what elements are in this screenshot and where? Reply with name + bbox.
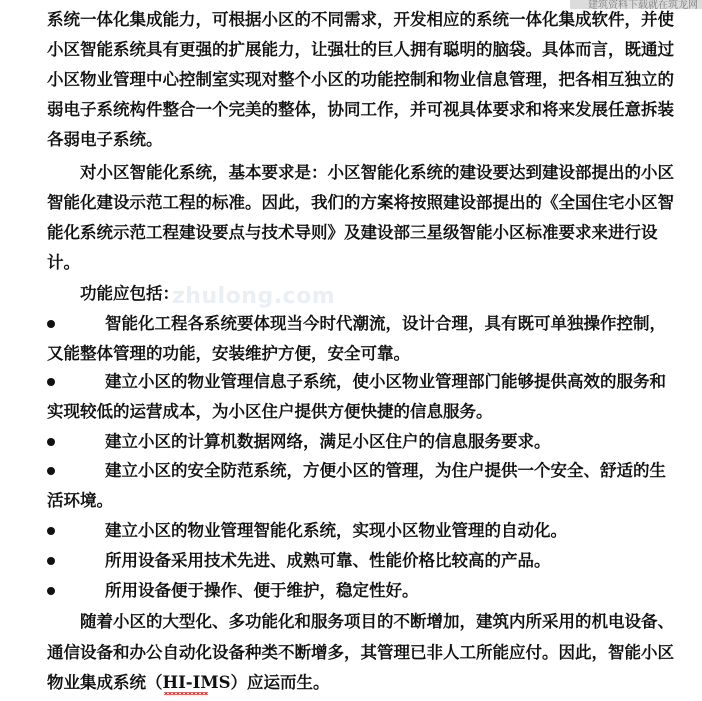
paragraph1-line-1: 系统一体化集成能力，可根据小区的不同需求，开发相应的系统一体化集成软件，并使 xyxy=(47,10,674,29)
paragraph1-line-4: 弱电子系统构件整合一个完美的整体，协同工作，并可视具体要求和将来发展任意拆装 xyxy=(47,100,674,119)
bullet-2-line-1: 建立小区的物业管理信息子系统，使小区物业管理部门能够提供高效的服务和 xyxy=(105,372,666,391)
paragraph3-line-3: 物业集成系统（HI-IMS）应运而生。 xyxy=(47,673,330,692)
bullet-1-line-2: 又能整体管理的功能，安装维护方便，安全可靠。 xyxy=(47,344,410,363)
bullet-5-line-1: 建立小区的物业管理智能化系统，实现小区物业管理的自动化。 xyxy=(105,521,567,540)
bullet-dot xyxy=(47,378,55,386)
bullet-dot xyxy=(47,320,55,328)
bullet-dot xyxy=(47,467,55,475)
bullet-4-line-2: 活环境。 xyxy=(47,491,113,510)
bullet-2-line-2: 实现较低的运营成本，为小区住户提供方便快捷的信息服务。 xyxy=(47,402,493,421)
bullet-dot xyxy=(47,557,55,565)
header-badge-text: 建筑资料下载就在筑龙网 xyxy=(588,0,698,9)
paragraph1-line-3: 小区物业管理中心控制室实现对整个小区的功能控制和物业信息管理，把各相互独立的 xyxy=(47,70,674,89)
paragraph2-line-4: 计。 xyxy=(47,253,80,272)
bullet-dot xyxy=(47,527,55,535)
spellcheck-underline xyxy=(164,692,208,695)
bullet-dot xyxy=(47,438,55,446)
bullet-3-line-1: 建立小区的计算机数据网络，满足小区住户的信息服务要求。 xyxy=(105,432,551,451)
header-badge xyxy=(570,0,702,9)
paragraph3-line-1: 随着小区的大型化、多功能化和服务项目的不断增加，建筑内所采用的机电设备、 xyxy=(80,612,674,631)
bullet-4-line-1: 建立小区的安全防范系统，方便小区的管理，为住户提供一个安全、舒适的生 xyxy=(105,461,666,480)
paragraph3-line-2: 通信设备和办公自动化设备种类不断增多，其管理已非人工所能应付。因此，智能小区 xyxy=(47,643,674,662)
bullet-1-line-1: 智能化工程各系统要体现当今时代潮流，设计合理，具有既可单独操作控制， xyxy=(105,314,666,333)
paragraph1-line-2: 小区智能系统具有更强的扩展能力，让强壮的巨人拥有聪明的脑袋。具体而言，既通过 xyxy=(47,40,674,59)
bullet-dot xyxy=(47,587,55,595)
paragraph1-line-5: 各弱电子系统。 xyxy=(47,130,163,149)
paragraph2-line-3: 能化系统示范工程建设要点与技术导则》及建设部三星级智能小区标准要求来进行设 xyxy=(47,223,658,242)
bullet-7-line-1: 所用设备便于操作、便于维护，稳定性好。 xyxy=(105,581,419,600)
paragraph2-line-1: 对小区智能化系统，基本要求是：小区智能化系统的建设要达到建设部提出的小区 xyxy=(80,163,674,182)
bullet-6-line-1: 所用设备采用技术先进、成熟可靠、性能价格比较高的产品。 xyxy=(105,551,551,570)
watermark-text: zhulong.com xyxy=(172,284,336,309)
paragraph2-line-2: 智能化建设示范工程的标准。因此，我们的方案将按照建设部提出的《全国住宅小区智 xyxy=(47,193,674,212)
functions-heading: 功能应包括： xyxy=(80,284,179,303)
